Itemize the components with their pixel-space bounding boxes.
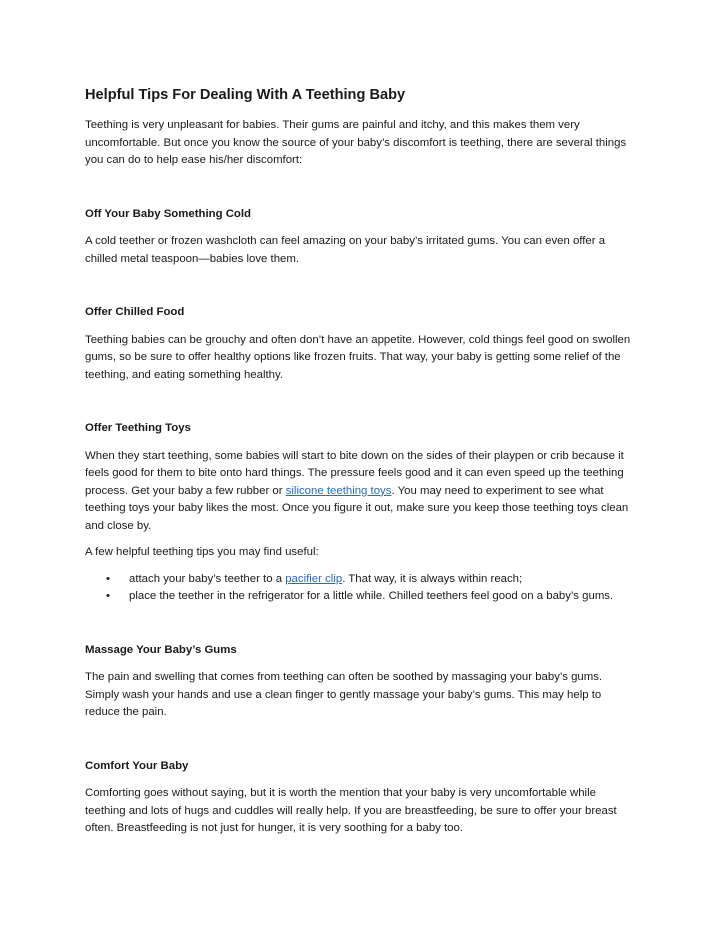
paragraph-teething-toys (85, 448, 634, 536)
toys-text-before-link: When they start teething, some babies will start to bite down on the sides of their playpen or crib because it feels good for them to bite onto hard things. The pressure feels good and it can even speed up the teething process. Get your baby a few rubber or (85, 449, 624, 497)
pacifier-clip-link[interactable]: pacifier clip (285, 572, 343, 585)
bullet-1-text-before: attach your baby’s teether to a (129, 572, 286, 585)
list-item (85, 571, 634, 589)
heading-chilled-food: Offer Chilled Food (85, 306, 185, 318)
tips-intro-paragraph: A few helpful teething tips you may find useful: (85, 546, 319, 558)
bullet-1-text-after: . That way, it is always within reach; (342, 572, 523, 585)
paragraph-comfort-baby: Comforting goes without saying, but it is worth the mention that your baby is very uncomfortable while teething and lots of hugs and cuddles will really help. If you are breastfeeding, be sure to offer your breast often. Breastfeeding is not just for hunger, it is very soothing for a baby too. (85, 787, 617, 834)
intro-paragraph: Teething is very unpleasant for babies. Their gums are painful and itchy, and this makes them very uncomfortable. But once you know the source of your baby’s discomfort is teething, there are several things you can do to help ease his/her discomfort: (85, 119, 627, 166)
paragraph-chilled-food: Teething babies can be grouchy and often don’t have an appetite. However, cold things feel good on swollen gums, so be sure to offer healthy options like frozen fruits. That way, your baby is getting some relief of the teething, and eating something healthy. (85, 333, 631, 381)
list-item (85, 588, 634, 606)
paragraph-massage-gums: The pain and swelling that comes from teething can often be soothed by massaging your baby’s gums. Simply wash your hands and use a clean finger to gently massage your baby’s gums. This may help to reduce the pain. (85, 671, 603, 718)
heading-something-cold: Off Your Baby Something Cold (85, 207, 252, 220)
heading-teething-toys: Offer Teething Toys (85, 422, 191, 434)
bullet-2-text: place the teether in the refrigerator for a little while. Chilled teethers feel good on a baby’s gums. (129, 590, 614, 602)
heading-comfort-baby: Comfort Your Baby (85, 759, 189, 772)
heading-massage-gums: Massage Your Baby’s Gums (85, 643, 237, 656)
silicone-teething-toys-link[interactable]: silicone teething toys (285, 484, 392, 497)
toys-text-after-link: . You may need to experiment to see what teething toys your baby likes the most. Once you figure it out, make sure you keep those teething toys clean and close by. (85, 484, 629, 532)
tips-list (85, 571, 634, 606)
document-title: Helpful Tips For Dealing With A Teething Baby (85, 87, 406, 103)
bullet-icon: • (106, 572, 110, 585)
bullet-icon: • (106, 590, 110, 602)
paragraph-something-cold: A cold teether or frozen washcloth can feel amazing on your baby’s irritated gums. You can even offer a chilled metal teaspoon—babies love them. (85, 235, 606, 265)
